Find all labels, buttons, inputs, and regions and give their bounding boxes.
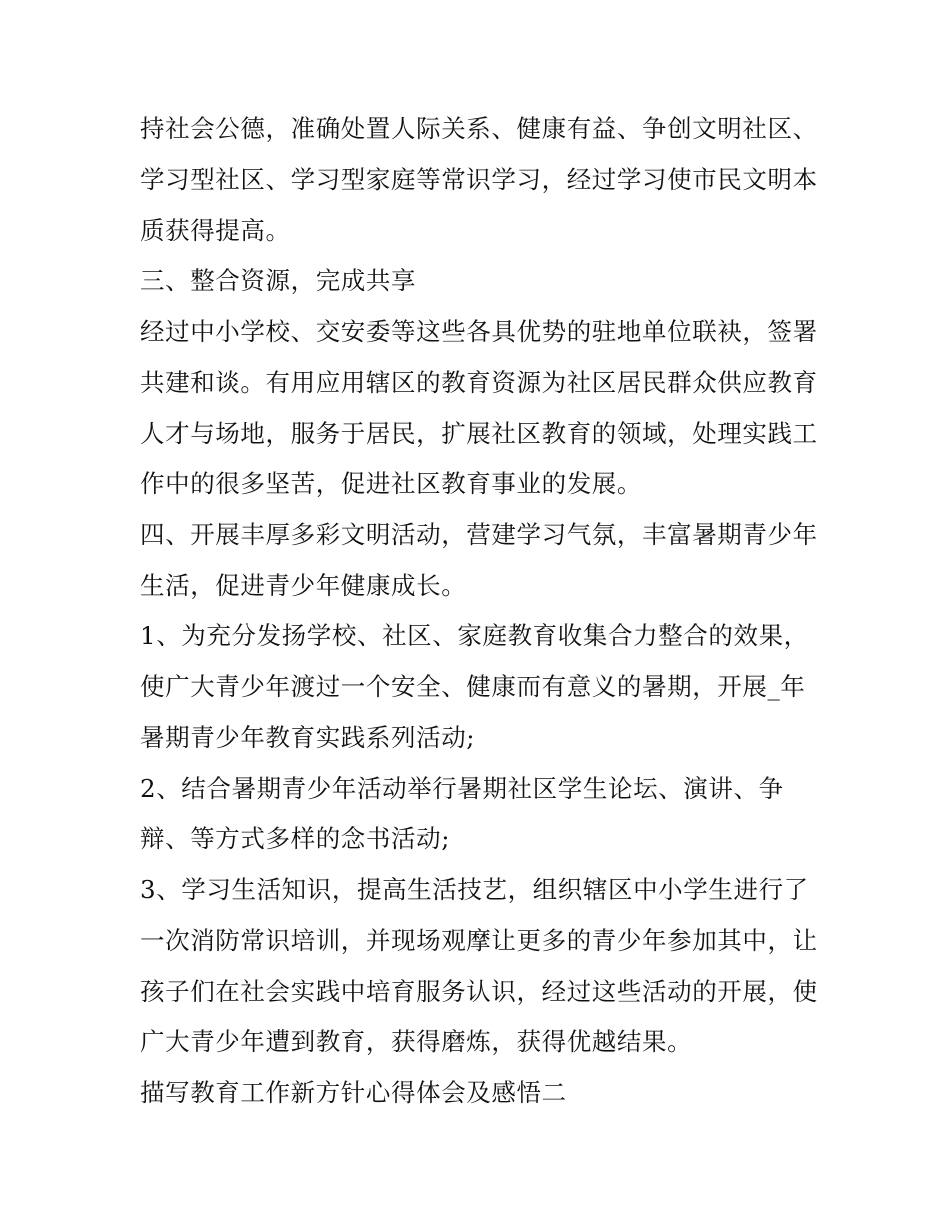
list-item-line: 使广大青少年渡过一个安全、健康而有意义的暑期，开展_年 xyxy=(140,672,806,701)
list-item-line: 2、结合暑期青少年活动举行暑期社区学生论坛、演讲、争 xyxy=(140,774,784,803)
list-item-line: 一次消防常识培训，并现场观摩让更多的青少年参加其中，让 xyxy=(140,926,818,955)
list-item-line: 广大青少年遭到教育，获得磨炼，获得优越结果。 xyxy=(140,1027,693,1056)
list-item-line: 辩、等方式多样的念书活动; xyxy=(140,824,451,853)
section-heading: 生活，促进青少年健康成长。 xyxy=(140,571,467,600)
paragraph-line: 质获得提高。 xyxy=(140,216,291,245)
document-subtitle: 描写教育工作新方针心得体会及感悟二 xyxy=(140,1078,567,1107)
paragraph-line: 人才与场地，服务于居民，扩展社区教育的领域，处理实践工 xyxy=(140,419,818,448)
list-item-line: 暑期青少年教育实践系列活动; xyxy=(140,723,476,752)
paragraph-line: 作中的很多坚苦，促进社区教育事业的发展。 xyxy=(140,469,642,498)
paragraph-line: 学习型社区、学习型家庭等常识学习，经过学习使市民文明本 xyxy=(140,165,818,194)
list-item-line: 1、为充分发扬学校、社区、家庭教育收集合力整合的效果， xyxy=(140,621,809,650)
section-heading: 四、开展丰厚多彩文明活动，营建学习气氛，丰富暑期青少年 xyxy=(140,520,818,549)
paragraph-line: 持社会公德，准确处置人际关系、健康有益、争创文明社区、 xyxy=(140,114,818,143)
paragraph-line: 经过中小学校、交安委等这些各具优势的驻地单位联袂，签署 xyxy=(140,317,818,346)
section-heading: 三、整合资源，完成共享 xyxy=(140,266,417,295)
list-item-line: 孩子们在社会实践中培育服务认识，经过这些活动的开展，使 xyxy=(140,977,818,1006)
list-item-line: 3、学习生活知识，提高生活技艺，组织辖区中小学生进行了 xyxy=(140,875,809,904)
paragraph-line: 共建和谈。有用应用辖区的教育资源为社区居民群众供应教育 xyxy=(140,368,818,397)
